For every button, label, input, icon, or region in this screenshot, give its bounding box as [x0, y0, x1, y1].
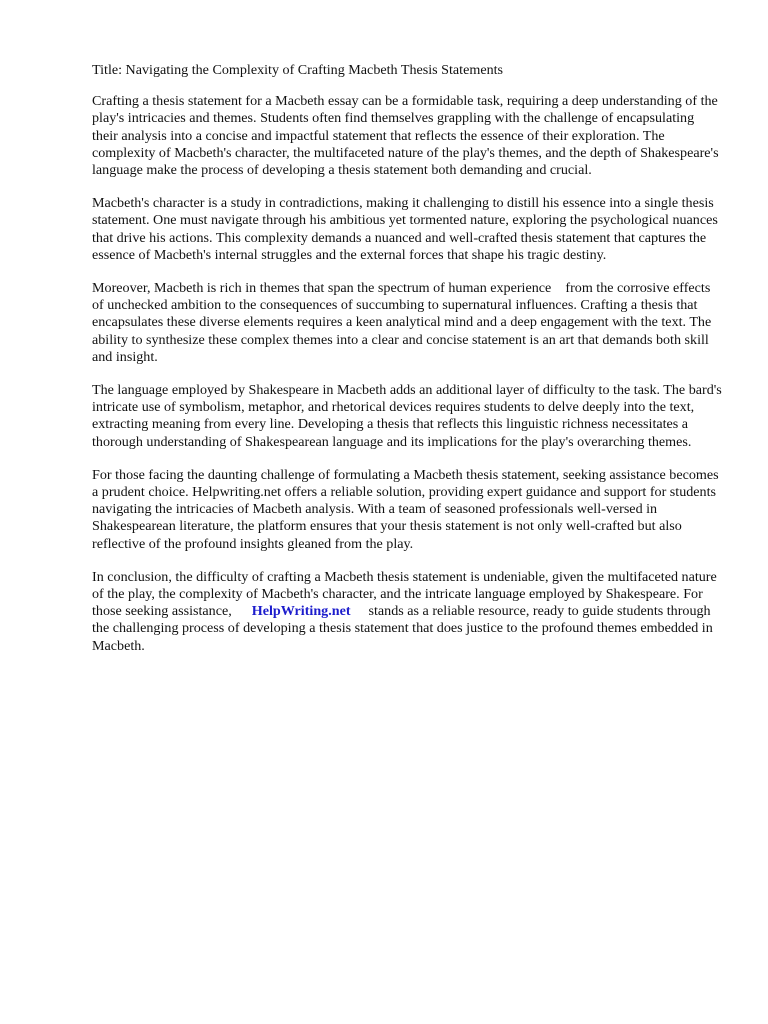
paragraph-5: For those facing the daunting challenge of formulating a Macbeth thesis statement, seeking assistance becomes a prudent choice. Helpwriting.net offers a reliable solution, providing expert guidance and support for students navigating the intricacies of Macbeth analysis. With a team of seasoned professionals well-versed in Shakespearean literature, the platform ensures that your thesis statement is not only well-crafted but also reflective of the profound insights gleaned from the play.: [92, 466, 719, 552]
conclusion-text-before: In conclusion, the difficulty of crafting a Macbeth thesis statement is undeniable, given the multifaceted nature of the play, the complexity of Macbeth's character, and the intricate language employed by Shakespeare. For those seeking assistance,: [92, 568, 717, 620]
paragraph-3: Moreover, Macbeth is rich in themes that span the spectrum of human experience from the corrosive effects of unchecked ambition to the consequences of succumbing to supernatural influences. Crafting a thesis that encapsulates these diverse elements requires a keen analytical mind and a deep engagement with the text. The ability to synthesize these complex themes into a clear and concise statement is an art that demands both skill and insight.: [92, 280, 712, 365]
document-page: [92, 62, 722, 671]
paragraph-4: The language employed by Shakespeare in Macbeth adds an additional layer of difficulty to the task. The bard's intricate use of symbolism, metaphor, and rhetorical devices requires students to delve deeply into the text, extracting meaning from every line. Developing a thesis that reflects this linguistic richness necessitates a thorough understanding of Shakespearean language and its implications for the play's overarching themes.: [92, 382, 722, 450]
paragraph-1: Crafting a thesis statement for a Macbeth essay can be a formidable task, requiring a deep understanding of the play's intricacies and themes. Students often find themselves grappling with the challenge of encapsulating their analysis into a concise and impactful statement that reflects the essence of their exploration. The complexity of Macbeth's character, the multifaceted nature of the play's themes, and the depth of Shakespeare's language make the process of developing a thesis statement both demanding and crucial.: [92, 93, 719, 179]
document-title: Title: Navigating the Complexity of Crafting Macbeth Thesis Statements: [92, 62, 504, 78]
conclusion-text-after: stands as a reliable resource, ready to guide students through the challenging process of developing a thesis statement that does justice to the profound themes embedded in Macbeth.: [92, 603, 713, 654]
paragraph-conclusion: [92, 569, 722, 655]
paragraph-2: Macbeth's character is a study in contradictions, making it challenging to distill his essence into a single thesis statement. One must navigate through his ambitious yet tormented nature, exploring the psychological nuances that drive his actions. This complexity demands a nuanced and well-crafted thesis statement that captures the essence of Macbeth's internal struggles and the external forces that shape his tragic destiny.: [92, 195, 718, 263]
helpwriting-link[interactable]: HelpWriting.net: [251, 603, 351, 620]
